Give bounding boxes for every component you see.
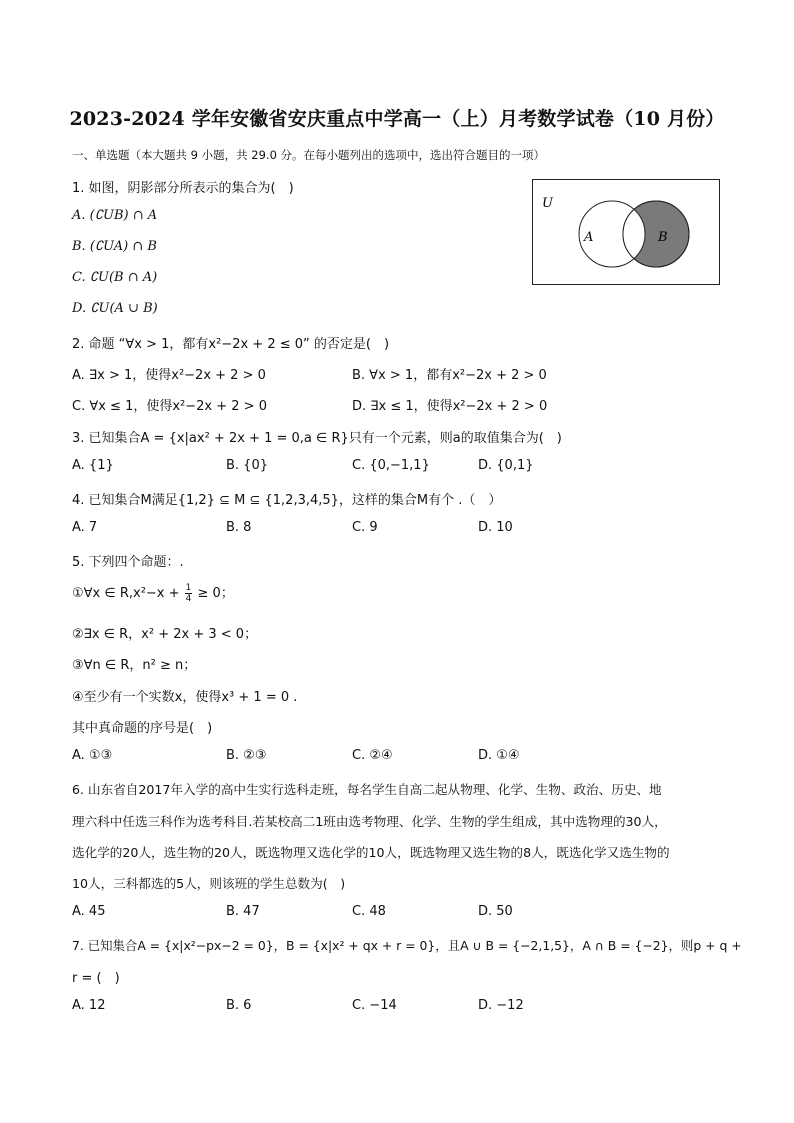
question-5-stem: 5. 下列四个命题：.	[72, 555, 184, 570]
question-7-line-2: r = ( )	[72, 971, 120, 986]
question-6-line-4: 10人，三科都选的5人，则该班的学生总数为( )	[72, 876, 346, 891]
question-2-option-c: C. ∀x ≤ 1，使得x²−2x + 2 > 0	[72, 399, 267, 414]
question-7-option-b: B. 6	[226, 998, 252, 1013]
question-4-option-c: C. 9	[352, 520, 378, 535]
question-4-option-d: D. 10	[478, 520, 513, 535]
question-5-proposition-2: ②∃x ∈ R，x² + 2x + 3 < 0；	[72, 627, 258, 642]
question-5-proposition-4: ④至少有一个实数x，使得x³ + 1 = 0 .	[72, 690, 298, 705]
fraction-numerator: 1	[185, 583, 192, 593]
fraction-one-quarter	[185, 583, 193, 604]
question-2-option-d: D. ∃x ≤ 1，使得x²−2x + 2 > 0	[352, 399, 548, 414]
question-6-option-b: B. 47	[226, 904, 260, 919]
question-5-option-c: C. ②④	[352, 748, 393, 763]
question-4-option-a: A. 7	[72, 520, 98, 535]
question-5-option-a: A. ①③	[72, 748, 113, 763]
question-3-option-b: B. {0}	[226, 458, 268, 473]
question-5-option-b: B. ②③	[226, 748, 267, 763]
question-4-stem: 4. 已知集合M满足{1,2} ⊆ M ⊆ {1,2,3,4,5}，这样的集合M有个 .（ ）	[72, 493, 502, 508]
question-6-line-2: 理六科中任选三科作为选考科目.若某校高二1班由选考物理、化学、生物的学生组成，其中选物理的30人，	[72, 814, 667, 829]
question-5-proposition-3: ③∀n ∈ R，n² ≥ n；	[72, 658, 197, 673]
question-3-stem: 3. 已知集合A = {x|ax² + 2x + 1 = 0,a ∈ R}只有一个元素，则a的取值集合为( )	[72, 431, 562, 446]
venn-label-a: A	[584, 230, 594, 245]
question-3-option-d: D. {0,1}	[478, 458, 534, 473]
proposition-1-lhs: ①∀x ∈ R,x²−x +	[72, 586, 180, 601]
question-1-option-d: D. ∁U(A ∪ B)	[72, 301, 158, 316]
question-7-option-c: C. −14	[352, 998, 397, 1013]
question-7-option-a: A. 12	[72, 998, 106, 1013]
fraction-denominator: 4	[185, 594, 192, 604]
question-2-stem: 2. 命题 “∀x > 1，都有x²−2x + 2 ≤ 0” 的否定是( )	[72, 337, 390, 352]
venn-label-u: U	[542, 196, 553, 211]
question-1-stem: 1. 如图，阴影部分所表示的集合为( )	[72, 181, 294, 196]
question-5-proposition-1	[72, 582, 234, 604]
question-1-option-a: A. (∁UB) ∩ A	[72, 208, 158, 223]
proposition-1-rhs: ≥ 0；	[197, 586, 234, 601]
question-3-option-a: A. {1}	[72, 458, 114, 473]
question-6-option-c: C. 48	[352, 904, 386, 919]
question-2-option-b: B. ∀x > 1，都有x²−2x + 2 > 0	[352, 368, 547, 383]
question-3-option-c: C. {0,−1,1}	[352, 458, 430, 473]
question-1-option-b: B. (∁UA) ∩ B	[72, 239, 157, 254]
venn-diagram	[532, 179, 720, 285]
question-4-option-b: B. 8	[226, 520, 252, 535]
question-7-line-1: 7. 已知集合A = {x|x²−px−2 = 0}，B = {x|x² + qx + r = 0}，且A ∪ B = {−2,1,5}，A ∩ B = {−2}，则p + q +	[72, 938, 742, 953]
page-title: 2023-2024 学年安徽省安庆重点中学高一（上）月考数学试卷（10 月份）	[69, 108, 725, 130]
question-2-option-a: A. ∃x > 1，使得x²−2x + 2 > 0	[72, 368, 266, 383]
question-6-line-3: 选化学的20人，选生物的20人，既选物理又选化学的10人，既选物理又选生物的8人，既选化学又选生物的	[72, 845, 670, 860]
question-1-option-c: C. ∁U(B ∩ A)	[72, 270, 158, 285]
question-5-option-d: D. ①④	[478, 748, 520, 763]
question-7-option-d: D. −12	[478, 998, 524, 1013]
venn-label-b: B	[658, 230, 668, 245]
question-6-line-1: 6. 山东省自2017年入学的高中生实行选科走班，每名学生自高二起从物理、化学、生物、政治、历史、地	[72, 782, 662, 797]
question-6-option-a: A. 45	[72, 904, 106, 919]
question-6-option-d: D. 50	[478, 904, 513, 919]
section-heading: 一、单选题（本大题共 9 小题，共 29.0 分。在每小题列出的选项中，选出符合题目的一项）	[72, 148, 546, 162]
question-5-ask: 其中真命题的序号是( )	[72, 721, 213, 736]
